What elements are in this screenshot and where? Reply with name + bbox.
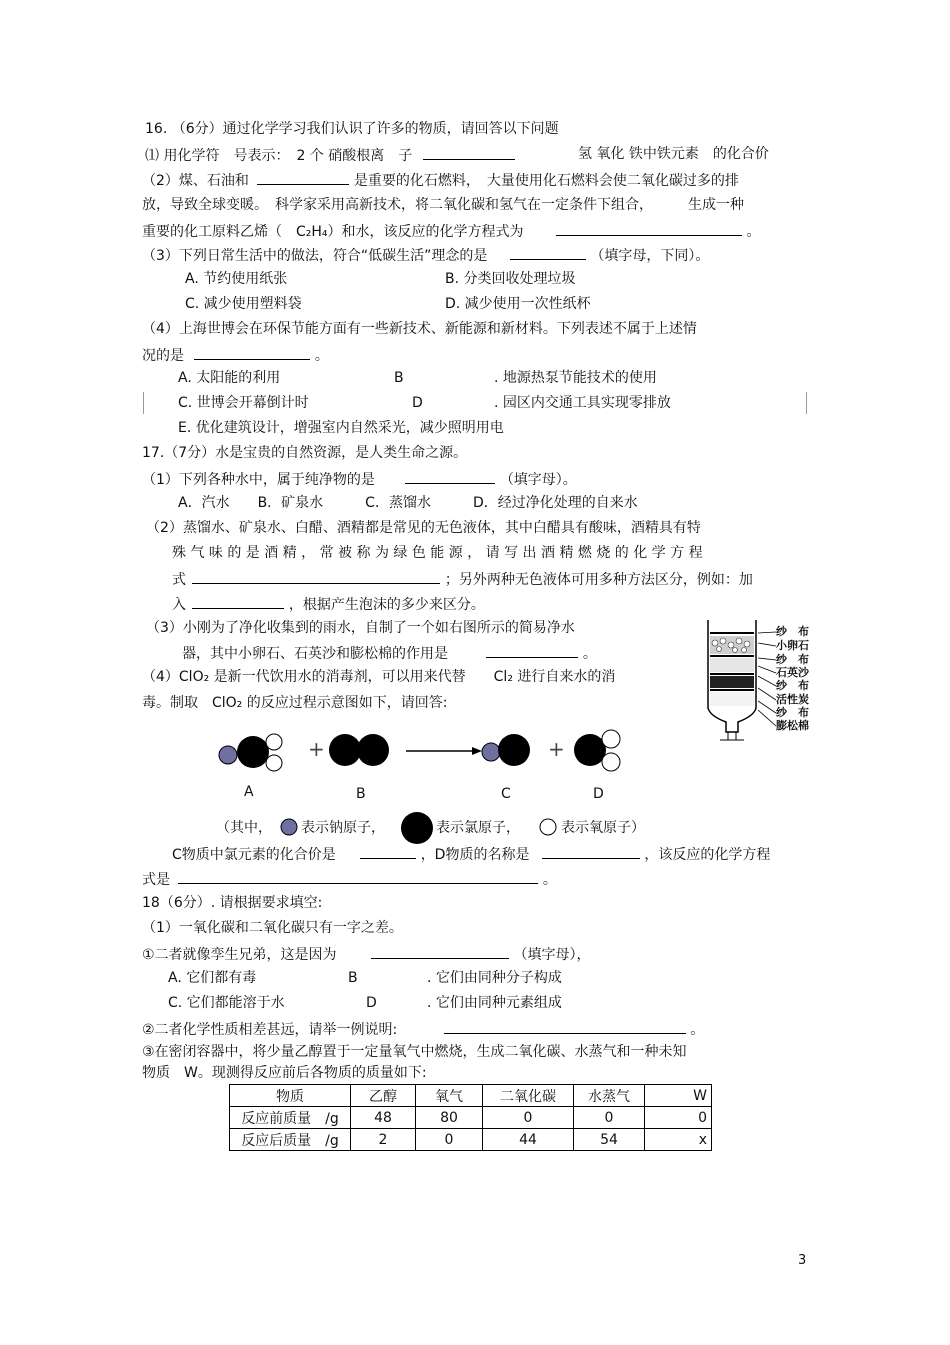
legend-open: （其中， [216, 820, 272, 836]
filter-label-activated-carbon: 活性炭 [776, 693, 809, 706]
table-cell: x [645, 1129, 712, 1151]
table-header-row [230, 1085, 712, 1107]
q17-part5-mid: ，D物质的名称是 [420, 847, 530, 863]
table-cell: 0 [645, 1107, 712, 1129]
filter-label-gauze-1: 纱 布 [776, 625, 809, 638]
label-b: B [356, 786, 366, 802]
q18-part2-text: ①二者就像孪生兄弟，这是因为 [142, 947, 337, 963]
q17-part5-tail: ，该反应的化学方程 [644, 847, 771, 863]
label-c: C [501, 786, 511, 802]
q16-4-option-b: . 地源热泵节能技术的使用 [494, 370, 657, 386]
page-number: 3 [798, 1253, 807, 1268]
legend-sodium: 表示钠原子， [301, 820, 385, 836]
q16-4-option-d: . 园区内交通工具实现零排放 [494, 395, 671, 411]
table-cell: 0 [574, 1107, 645, 1129]
chlorine-atom-icon [400, 811, 436, 845]
q16-title: 16. （6分）通过化学学习我们认识了许多的物质，请回答以下问题 [145, 121, 559, 137]
q18-part3-text: ②二者化学性质相差甚远，请举一例说明: [142, 1022, 398, 1038]
q16-part2-d [142, 221, 760, 241]
q16-option-a: A. 节约使用纸张 [185, 271, 288, 287]
table-row [230, 1107, 712, 1129]
q17-part1-text: （1）下列各种水中，属于纯净物的是 [142, 472, 375, 488]
table-header-cell: 水蒸气 [574, 1085, 645, 1107]
q17-blank-d-name[interactable] [542, 844, 640, 859]
q16-part4-b-text: 况的是 [142, 348, 184, 364]
q16-part2 [142, 170, 739, 190]
q16-part3-text: （3）下列日常生活中的做法，符合“低碳生活”理念的是 [142, 248, 488, 264]
q18-title: 18（6分）. 请根据要求填空: [142, 895, 323, 911]
q16-part1-b: 氢 氧化 铁中铁元素 的化合价 [578, 146, 769, 162]
legend-oxygen: 表示氧原子） [561, 820, 645, 836]
filter-label-gauze-3: 纱 布 [776, 679, 809, 692]
q17-part5 [172, 844, 770, 864]
q16-blank-fuel[interactable] [257, 170, 349, 185]
scan-mark-left [143, 392, 144, 414]
q18-option-c: C. 它们都能溶于水 [168, 995, 285, 1011]
q17-part2-d [172, 594, 485, 614]
table-header-cell: 乙醇 [351, 1085, 416, 1107]
q17-part2-d-text: 入 [172, 597, 186, 613]
filter-label-gauze-4: 纱 布 [776, 706, 809, 719]
q17-part4-b: 毒。制取 ClO₂ 的反应过程示意图如下，请回答: [142, 695, 448, 711]
q16-part1-text: ⑴ 用化学符 号表示： 2 个 硝酸根离 子 [145, 148, 413, 164]
q17-part6 [142, 869, 557, 889]
table-cell: 48 [351, 1107, 416, 1129]
table-header-cell: 氧气 [416, 1085, 483, 1107]
q17-title: 17.（7分）水是宝贵的自然资源，是人类生命之源。 [142, 445, 468, 461]
q17-blank-reagent[interactable] [192, 594, 284, 609]
plus-sign-1: + [308, 737, 325, 761]
q16-4-option-a: A. 太阳能的利用 [178, 370, 281, 386]
q16-blank-nitrate[interactable] [423, 145, 515, 160]
label-a: A [244, 784, 254, 800]
reaction-arrow [406, 747, 482, 755]
q18-option-a: A. 它们都有毒 [168, 970, 257, 986]
q18-part4-b: 物质 W。现测得反应前后各物质的质量如下: [142, 1065, 427, 1081]
plus-sign-2: + [548, 737, 565, 761]
q17-part4: （4）ClO₂ 是新一代饮用水的消毒剂，可以用来代替 Cl₂ 进行自来水的消 [142, 669, 616, 685]
reaction-diagram [210, 725, 640, 780]
mass-table [229, 1084, 712, 1151]
filter-label-gauze-2: 纱 布 [776, 653, 809, 666]
q17-part3-b-text: 器，其中小卵石、石英沙和膨松棉的作用是 [182, 646, 448, 662]
q17-part6-text: 式是 [142, 872, 170, 888]
q17-part2: （2）蒸馏水、矿泉水、白醋、酒精都是常见的无色液体，其中白醋具有酸味，酒精具有特 [146, 520, 701, 536]
q16-part3-tail: （填字母，下同）。 [590, 248, 710, 264]
molecule-a [219, 734, 282, 771]
table-header-cell: 物质 [230, 1085, 351, 1107]
table-cell: 0 [483, 1107, 574, 1129]
table-cell: 反应后质量 /g [230, 1129, 351, 1151]
q16-part2-text: （2）煤、石油和 [142, 173, 249, 189]
q17-part1 [142, 469, 577, 489]
q17-blank-filter[interactable] [486, 643, 578, 658]
q18-blank-reason[interactable] [371, 944, 509, 959]
scan-mark-right [806, 392, 807, 414]
q16-4-option-b-letter: B [394, 370, 404, 386]
q18-part1: （1）一氧化碳和二氧化碳只有一字之差。 [142, 920, 403, 936]
oxygen-atom-icon [538, 817, 558, 837]
q18-blank-example[interactable] [444, 1019, 686, 1034]
q16-4-option-d-letter: D [412, 395, 423, 411]
legend-chlorine: 表示氯原子， [436, 820, 520, 836]
q16-option-d: D. 减少使用一次性纸杯 [445, 296, 591, 312]
q17-part2-c [172, 569, 753, 589]
table-cell: 反应前质量 /g [230, 1107, 351, 1129]
q16-part3 [142, 245, 709, 265]
filter-label-pebbles: 小卵石 [776, 639, 809, 652]
q16-blank-equation[interactable] [556, 221, 742, 236]
q17-part2-b: 殊 气 味 的 是 酒 精 ， 常 被 称 为 绿 色 能 源 ， 请 写 出 酒 精 燃 烧 的 化 学 方 程 [172, 545, 703, 561]
q17-part3-c: 。 [582, 646, 597, 662]
q16-part4-c: 。 [314, 348, 329, 364]
q18-option-b: . 它们由同种分子构成 [427, 970, 562, 986]
table-cell: 2 [351, 1129, 416, 1151]
q18-part3 [142, 1019, 704, 1039]
q16-part2-c: 放，导致全球变暖。 科学家采用高新技术，将二氧化碳和氢气在一定条件下组合， 生成一种 [142, 197, 744, 213]
q16-part1 [145, 145, 515, 165]
q17-part6-end: 。 [542, 872, 557, 888]
q16-option-b: B. 分类回收处理垃圾 [445, 271, 576, 287]
molecule-d [574, 730, 620, 771]
q18-option-d-letter: D [366, 995, 377, 1011]
q17-blank-pure[interactable] [405, 469, 495, 484]
filter-label-cotton: 膨松棉 [776, 719, 809, 732]
q17-blank-clo2-equation[interactable] [178, 869, 538, 884]
q17-part3: （3）小刚为了净化收集到的雨水，自制了一个如右图所示的简易净水 [146, 620, 575, 636]
q16-4-option-e: E. 优化建筑设计，增强室内自然采光，减少照明用电 [178, 420, 504, 436]
q18-part3-end: 。 [690, 1022, 705, 1038]
filter-label-leaders [758, 624, 778, 734]
table-cell: 44 [483, 1129, 574, 1151]
q18-part4: ③在密闭容器中，将少量乙醇置于一定量氧气中燃烧，生成二氧化碳、水蒸气和一种未知 [142, 1044, 687, 1060]
q16-part2-d-text: 重要的化工原料乙烯（ C₂H₄）和水，该反应的化学方程式为 [142, 224, 524, 240]
table-cell: 54 [574, 1129, 645, 1151]
q16-part2-e: 。 [746, 224, 761, 240]
filter-label-quartz-sand: 石英沙 [776, 666, 809, 679]
q17-options: A．汽水 B．矿泉水 C．蒸馏水 D．经过净化处理的自来水 [178, 495, 638, 511]
molecule-c [482, 734, 530, 766]
q17-part5-text: C物质中氯元素的化合价是 [172, 847, 336, 863]
q16-4-option-c: C. 世博会开幕倒计时 [178, 395, 309, 411]
table-cell: 80 [416, 1107, 483, 1129]
q16-part4: （4）上海世博会在环保节能方面有一些新技术、新能源和新材料。下列表述不属于上述情 [142, 321, 697, 337]
sodium-atom-icon [279, 817, 299, 837]
q17-part1-tail: （填字母）。 [499, 472, 577, 488]
table-cell: 0 [416, 1129, 483, 1151]
table-row [230, 1129, 712, 1151]
q16-part4-b [142, 345, 329, 365]
q16-blank-lowcarbon[interactable] [510, 245, 586, 260]
q17-part2-c-text: 式 [172, 572, 186, 588]
q17-part2-c-tail: ；另外两种无色液体可用多种方法区分，例如：加 [444, 572, 753, 588]
molecule-b [329, 734, 389, 766]
table-header-cell: 二氧化碳 [483, 1085, 574, 1107]
q16-blank-expo[interactable] [194, 345, 310, 360]
q17-part3-b [182, 643, 597, 663]
label-d: D [593, 786, 604, 802]
q17-part2-d-tail: ，根据产生泡沫的多少来区分。 [288, 597, 485, 613]
table-header-cell: W [645, 1085, 712, 1107]
q17-blank-valence[interactable] [360, 844, 416, 859]
q18-part2-tail: （填字母）， [513, 947, 591, 963]
q18-option-b-letter: B [348, 970, 358, 986]
q18-part2 [142, 944, 590, 964]
q18-option-d: . 它们由同种元素组成 [427, 995, 562, 1011]
q17-blank-alcohol-equation[interactable] [192, 569, 440, 584]
water-filter-figure [700, 612, 764, 746]
q16-part2-text-b: 是重要的化石燃料， 大量使用化石燃料会使二氧化碳过多的排 [353, 173, 739, 189]
q16-option-c: C. 减少使用塑料袋 [185, 296, 302, 312]
